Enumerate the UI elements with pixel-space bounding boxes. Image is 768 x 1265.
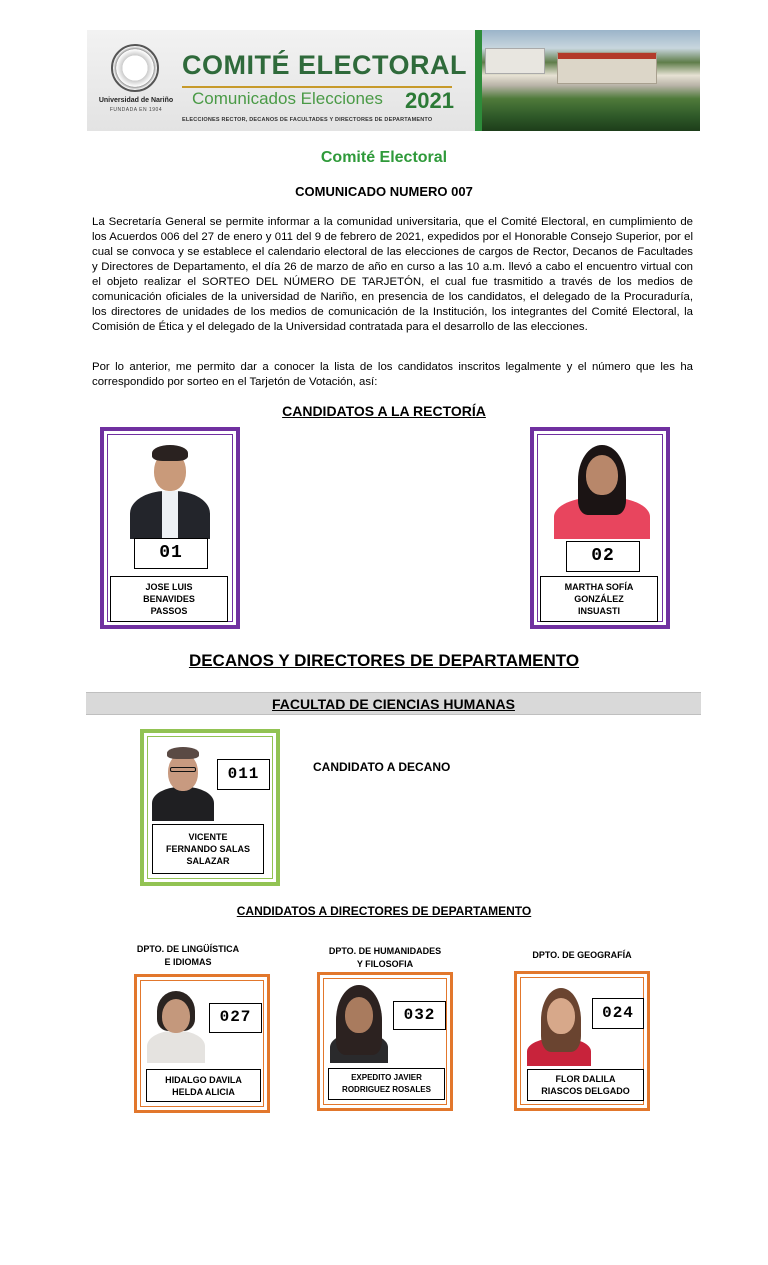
communique-number: COMUNICADO NUMERO 007 — [295, 184, 473, 199]
candidate-photo — [550, 439, 654, 539]
candidate-name: HIDALGO DAVILA HELDA ALICIA — [165, 1074, 242, 1097]
department-label: DPTO. DE HUMANIDADES Y FILOSOFIA — [328, 946, 442, 969]
ballot-number: 024 — [592, 998, 644, 1029]
university-founded: FUNDADA EN 1904 — [109, 107, 163, 113]
directors-heading: CANDIDATOS A DIRECTORES DE DEPARTAMENTO — [236, 904, 532, 918]
campus-building — [485, 48, 545, 74]
candidate-name: JOSE LUIS BENAVIDES PASSOS — [143, 582, 195, 616]
ballot-number: 02 — [566, 541, 640, 572]
rector-candidate-card — [530, 427, 670, 629]
candidate-photo — [152, 741, 214, 821]
campus-photo — [475, 30, 700, 131]
banner-caption: ELECCIONES RECTOR, DECANOS DE FACULTADES Y DIRECTORES DE DEPARTAMENTO — [182, 117, 433, 123]
director-candidate-card — [134, 974, 270, 1113]
ballot-number: 011 — [217, 759, 270, 790]
rector-candidates-heading: CANDIDATOS A LA RECTORÍA — [282, 403, 486, 419]
candidate-name: VICENTE FERNANDO SALAS SALAZAR — [165, 832, 250, 866]
candidate-name-box — [540, 576, 658, 622]
intro-paragraph: La Secretaría General se permite informar a la comunidad universitaria, que el Comité Electoral, en cumplimiento de los Acuerdos 006 del 27 de enero y 011 del 9 de febrero de 2021, expedidos por el Honorable Consejo Superior, por el cual se convoca y se establece el calendario electoral de las elecciones de cargos de Rector, Decanos de Facultades y Directores de Departamento, el día 26 de marzo de año en curso a las 10 a.m. llevó a cabo el encuentro virtual con el objeto realizar el SORTEO DEL NÚMERO DE TARJETÓN, el cual fue trasmitido a través de los medios de comunicación oficiales de la universidad de Nariño, en presencia de los candidatos, el delegado de la Procuraduría, los directores de unidades de los medios de comunicación de la Institución, los integrantes del Comité Electoral, la Comisión de Ética y el delegado de la Universidad contratada para el desarrollo de las elecciones. — [92, 216, 693, 333]
committee-title: Comité Electoral — [320, 149, 448, 166]
candidate-name: MARTHA SOFÍA GONZÁLEZ INSUASTI — [564, 582, 634, 616]
ballot-number: 01 — [134, 538, 208, 569]
candidate-name: EXPEDITO JAVIER RODRIGUEZ ROSALES — [342, 1073, 431, 1094]
dean-candidate-card — [140, 729, 280, 886]
candidate-photo — [124, 439, 216, 539]
university-seal-logo — [111, 44, 159, 92]
candidate-name-box — [146, 1069, 261, 1102]
candidate-photo — [145, 985, 207, 1063]
banner-text-area — [87, 30, 475, 131]
department-label: DPTO. DE LINGÜÍSTICA E IDIOMAS — [136, 944, 240, 967]
candidate-name-box — [110, 576, 228, 622]
candidate-name: FLOR DALILA RIASCOS DELGADO — [541, 1074, 630, 1096]
candidate-photo — [328, 983, 390, 1063]
dean-candidate-label: CANDIDATO A DECANO — [313, 760, 451, 774]
banner-title: COMITÉ ELECTORAL — [182, 50, 468, 80]
header-banner — [87, 30, 700, 131]
department-label: DPTO. DE GEOGRAFÍA — [532, 950, 632, 960]
candidate-name-box — [328, 1068, 445, 1100]
deans-directors-heading: DECANOS Y DIRECTORES DE DEPARTAMENTO — [188, 651, 580, 670]
director-candidate-card — [317, 972, 453, 1111]
director-candidate-card — [514, 971, 650, 1111]
university-name: Universidad de Nariño — [98, 97, 174, 104]
banner-year: 2021 — [405, 88, 454, 113]
rector-candidate-card — [100, 427, 240, 629]
ballot-number: 032 — [393, 1001, 446, 1030]
ballot-number: 027 — [209, 1003, 262, 1033]
faculty-heading: FACULTAD DE CIENCIAS HUMANAS — [86, 692, 701, 715]
candidate-photo — [525, 984, 595, 1066]
candidate-name-box — [527, 1069, 644, 1101]
banner-subtitle: Comunicados Elecciones — [192, 89, 383, 108]
list-intro-paragraph: Por lo anterior, me permito dar a conocer la lista de los candidatos inscritos legalmente y el número que les ha correspondido por sorteo en el Tarjetón de Votación, así: — [92, 361, 693, 388]
banner-green-stripe — [475, 30, 482, 131]
campus-building — [557, 52, 657, 84]
candidate-name-box — [152, 824, 264, 874]
